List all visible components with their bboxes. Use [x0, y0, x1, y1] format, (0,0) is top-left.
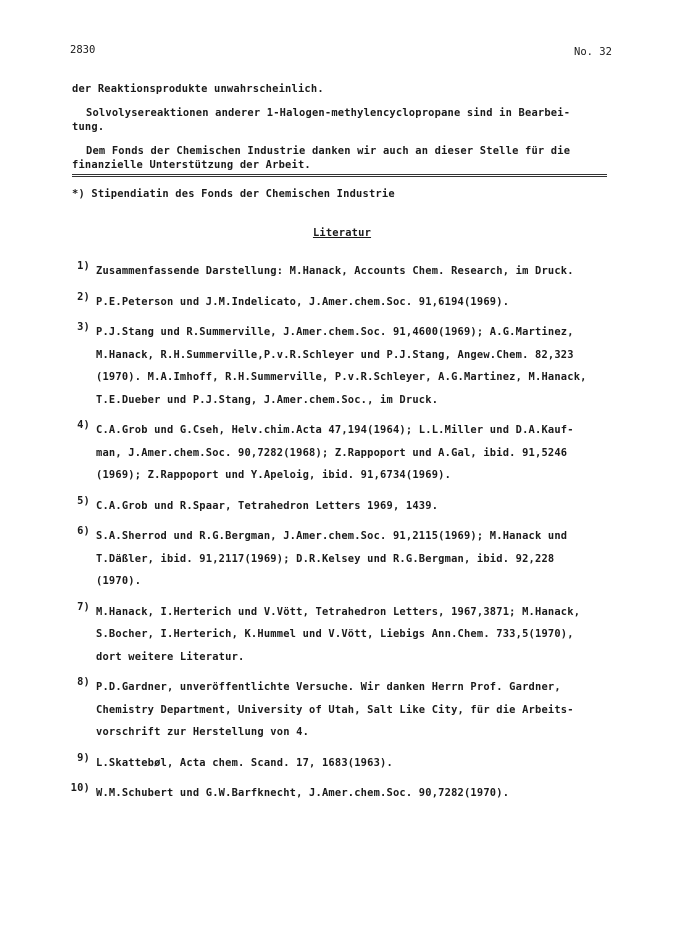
paragraph-3: [72, 144, 612, 172]
reference-line: Zusammenfassende Darstellung: M.Hanack, Accounts Chem. Research, im Druck.: [96, 265, 574, 277]
reference-line: P.D.Gardner, unveröffentlichte Versuche. Wir danken Herrn Prof. Gardner,: [96, 681, 561, 693]
reference-number: 3): [77, 321, 90, 333]
reference-line: S.Bocher, I.Herterich, K.Hummel und V.Vött, Liebigs Ann.Chem. 733,5(1970),: [96, 628, 574, 640]
reference-item: [58, 676, 618, 744]
reference-item: [58, 495, 618, 518]
reference-list: [58, 260, 618, 813]
text-line: tung.: [72, 121, 105, 133]
reference-line: M.Hanack, I.Herterich und V.Vött, Tetrahedron Letters, 1967,3871; M.Hanack,: [96, 605, 581, 618]
reference-text: [96, 291, 618, 314]
reference-number: 9): [77, 751, 90, 764]
reference-number: 10): [70, 782, 90, 794]
reference-number: 5): [77, 494, 90, 507]
reference-item: [58, 260, 618, 283]
reference-item: [58, 601, 618, 669]
footnote: *) Stipendiatin des Fonds der Chemischen Industrie: [72, 188, 395, 200]
reference-number: 7): [77, 600, 90, 613]
reference-line: man, J.Amer.chem.Soc. 90,7282(1968); Z.Rappoport und A.Gal, ibid. 91,5246: [96, 446, 568, 459]
issue-number: No. 32: [574, 46, 612, 58]
reference-line: Chemistry Department, University of Utah, Salt Like City, für die Arbeits-: [96, 703, 574, 716]
reference-item: [58, 419, 618, 487]
reference-text: [96, 260, 618, 283]
reference-line: T.E.Dueber und P.J.Stang, J.Amer.chem.Soc., im Druck.: [96, 393, 439, 406]
reference-number: 2): [77, 290, 90, 303]
reference-text: [96, 321, 618, 411]
reference-line: (1970). M.A.Imhoff, R.H.Summerville, P.v.R.Schleyer, A.G.Martinez, M.Hanack,: [96, 371, 587, 383]
reference-line: M.Hanack, R.H.Summerville,P.v.R.Schleyer und P.J.Stang, Angew.Chem. 82,323: [96, 348, 574, 361]
reference-text: [96, 782, 618, 805]
reference-number: 4): [77, 419, 90, 431]
reference-line: (1969); Z.Rappoport und Y.Apeloig, ibid. 91,6734(1969).: [96, 469, 452, 481]
reference-text: [96, 525, 618, 593]
text-line: finanzielle Unterstützung der Arbeit.: [72, 159, 311, 171]
page-number: 2830: [70, 44, 96, 56]
reference-line: C.A.Grob und R.Spaar, Tetrahedron Letters 1969, 1439.: [96, 499, 439, 512]
reference-text: [96, 601, 618, 669]
paragraph-2: [72, 106, 612, 134]
text-line: Dem Fonds der Chemischen Industrie danken wir auch an dieser Stelle für die: [86, 145, 571, 157]
reference-item: [58, 782, 618, 805]
divider: [72, 174, 607, 175]
reference-line: C.A.Grob und G.Cseh, Helv.chim.Acta 47,194(1964); L.L.Miller und D.A.Kauf-: [96, 424, 574, 436]
reference-number: 1): [77, 260, 90, 272]
section-heading: Literatur: [312, 227, 372, 239]
reference-item: [58, 752, 618, 775]
body-text: [72, 82, 612, 251]
reference-line: (1970).: [96, 575, 142, 587]
reference-line: W.M.Schubert und G.W.Barfknecht, J.Amer.chem.Soc. 90,7282(1970).: [96, 787, 510, 799]
divider: [72, 176, 607, 177]
reference-line: S.A.Sherrod und R.G.Bergman, J.Amer.chem.Soc. 91,2115(1969); M.Hanack und: [96, 530, 568, 542]
reference-number: 8): [77, 676, 90, 688]
text-line: der Reaktionsprodukte unwahrscheinlich.: [72, 83, 324, 95]
reference-line: P.E.Peterson und J.M.Indelicato, J.Amer.chem.Soc. 91,6194(1969).: [96, 295, 510, 308]
reference-line: T.Däßler, ibid. 91,2117(1969); D.R.Kelsey und R.G.Bergman, ibid. 92,228: [96, 552, 555, 565]
reference-line: L.Skattebøl, Acta chem. Scand. 17, 1683(1963).: [96, 756, 393, 769]
reference-line: vorschrift zur Herstellung von 4.: [96, 726, 310, 738]
reference-line: dort weitere Literatur.: [96, 650, 245, 663]
reference-text: [96, 419, 618, 487]
paragraph-1: [72, 82, 612, 96]
reference-number: 6): [77, 525, 90, 537]
reference-text: [96, 752, 618, 775]
reference-item: [58, 291, 618, 314]
reference-line: P.J.Stang und R.Summerville, J.Amer.chem.Soc. 91,4600(1969); A.G.Martinez,: [96, 326, 574, 338]
text-line: Solvolysereaktionen anderer 1-Halogen-methylencyclopropane sind in Bearbei-: [86, 107, 571, 119]
reference-text: [96, 495, 618, 518]
reference-text: [96, 676, 618, 744]
reference-item: [58, 321, 618, 411]
reference-item: [58, 525, 618, 593]
